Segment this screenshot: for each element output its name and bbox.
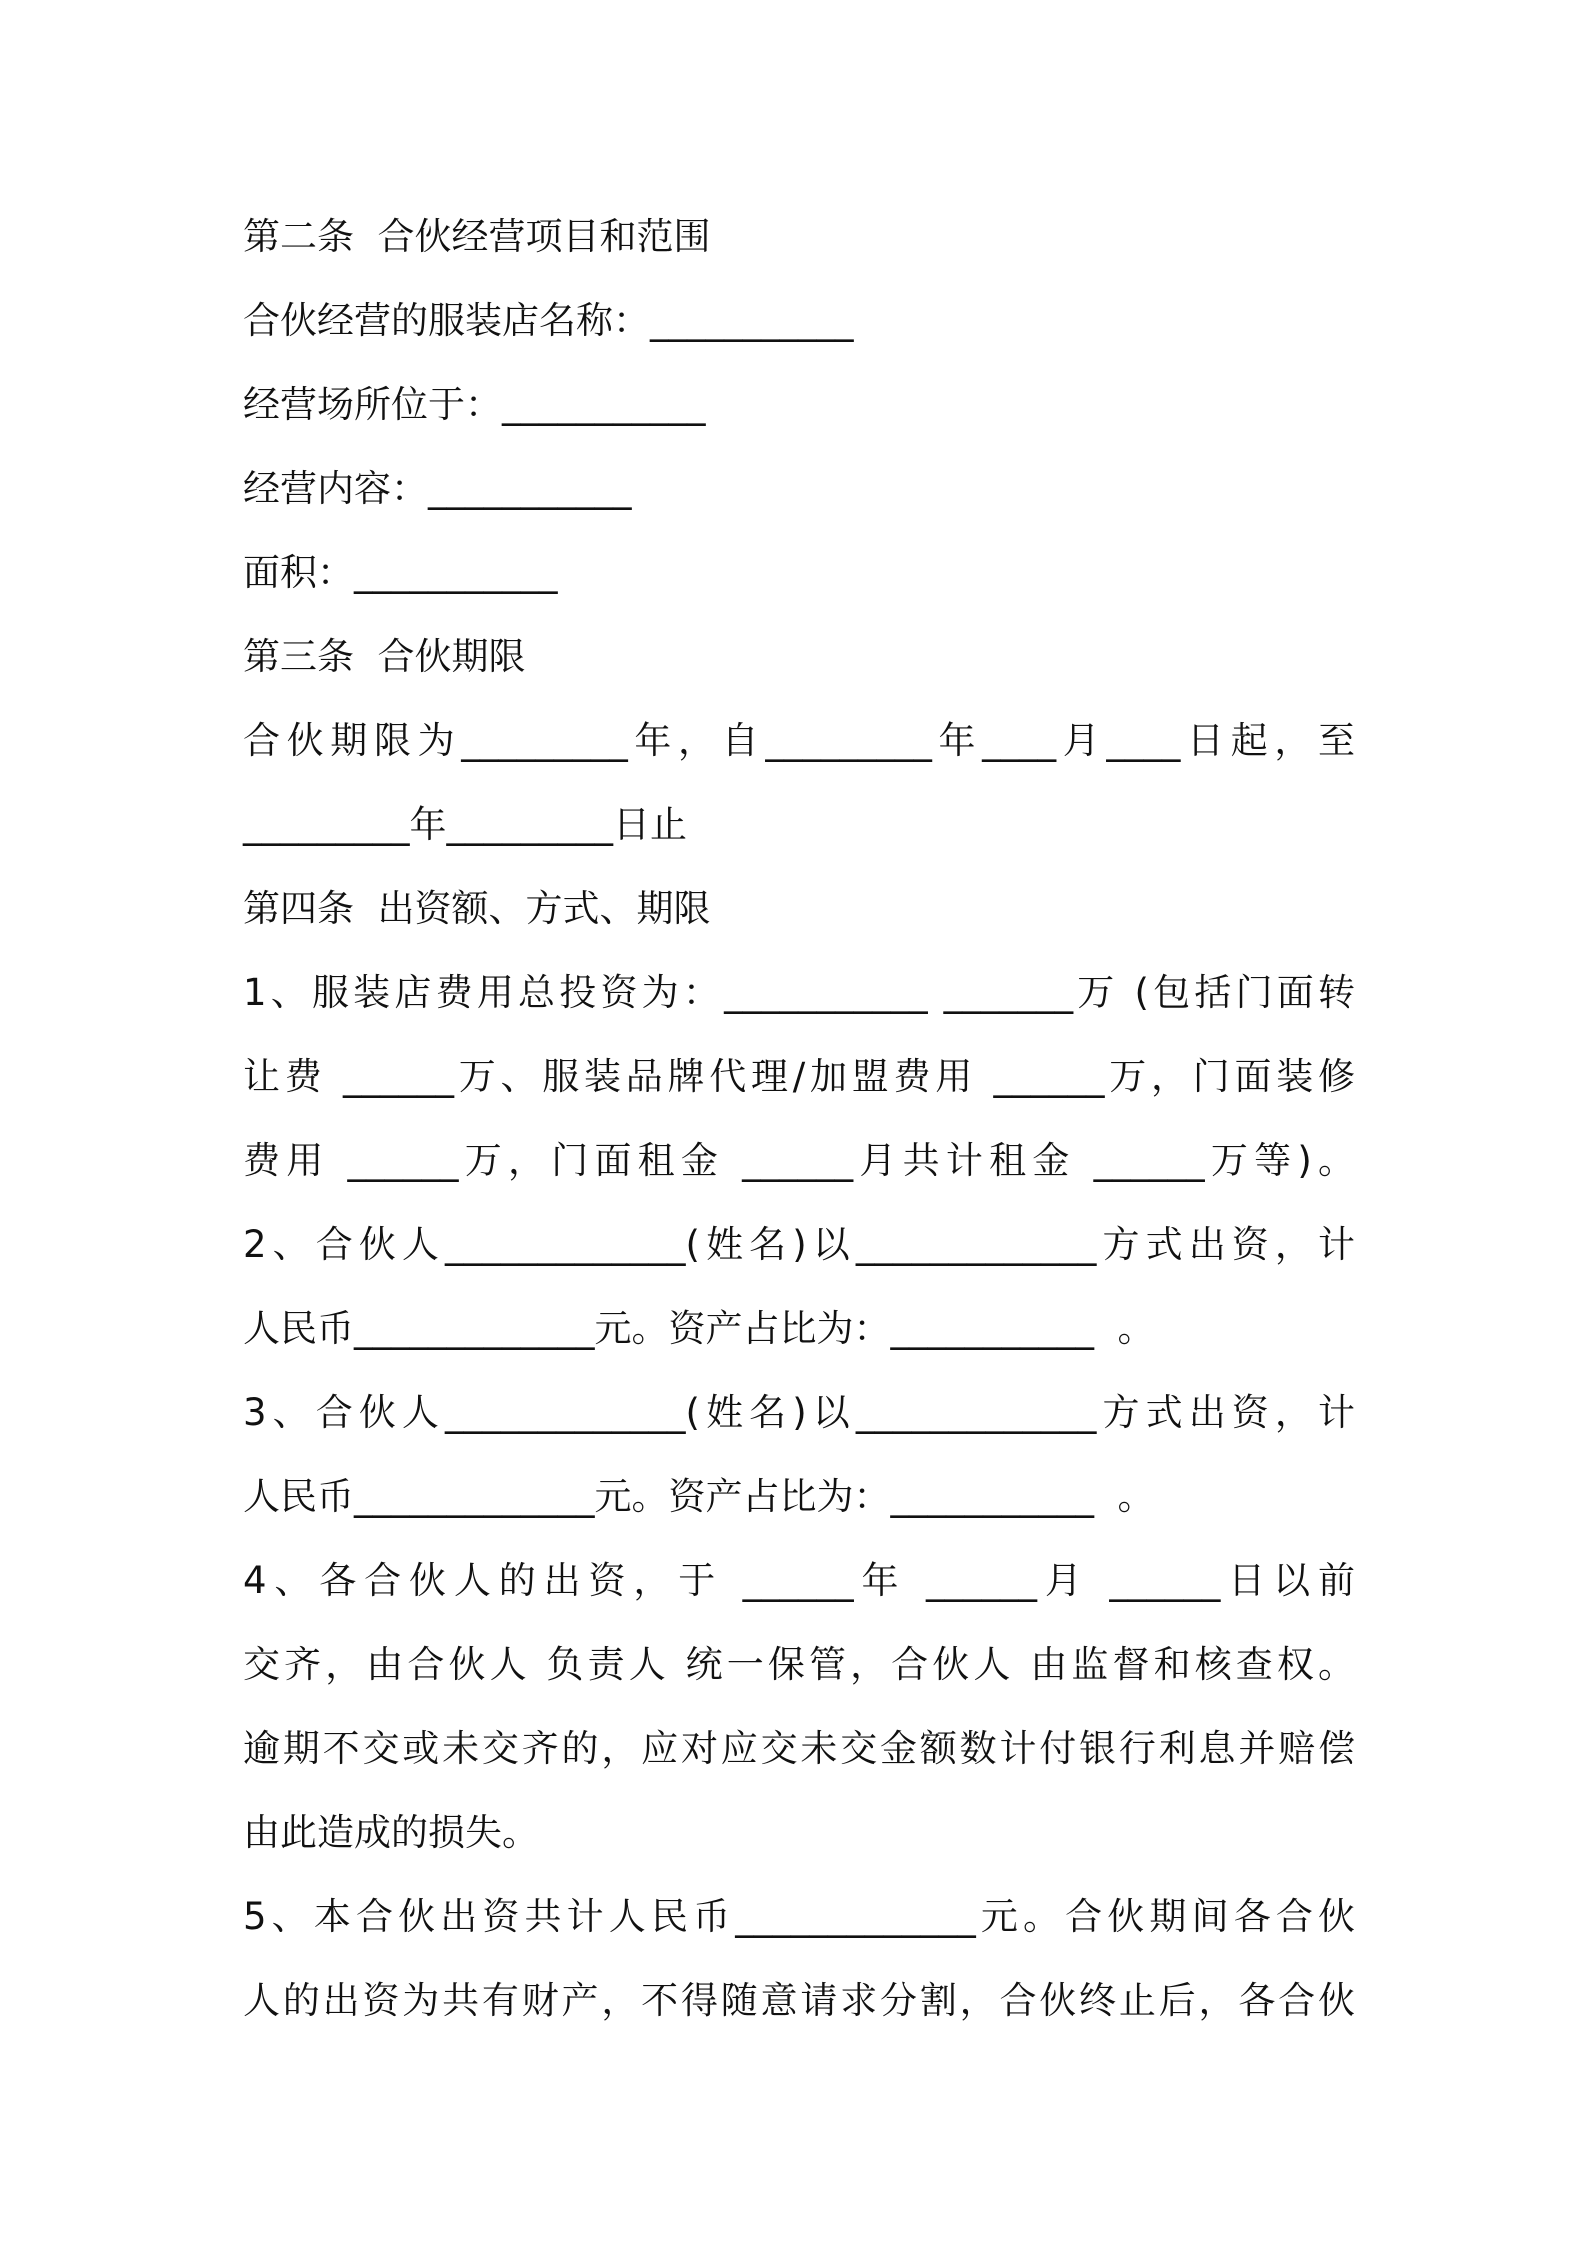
contribution-deadline-line-4: 由此造成的损失。 — [243, 1811, 539, 1854]
contribution-deadline-line-1: 4、各合伙人的出资，于 ______年 ______月 ______日以前 — [243, 1559, 1355, 1602]
partnership-term-line-2: _________年_________日止 — [243, 803, 687, 846]
document-body — [243, 195, 1355, 2043]
partnership-term-line-1: 合伙期限为_________年，自_________年____月____日起，至 — [243, 719, 1355, 762]
store-name-field: 合伙经营的服装店名称：___________ — [243, 299, 854, 342]
total-contribution-line-2: 人的出资为共有财产，不得随意请求分割，合伙终止后，各合伙 — [243, 1979, 1355, 2022]
business-content-field: 经营内容：___________ — [243, 467, 632, 510]
article-4-heading: 第四条 出资额、方式、期限 — [243, 887, 711, 930]
total-contribution-line-1: 5、本合伙出资共计人民币_____________元。合伙期间各合伙 — [243, 1895, 1355, 1938]
partner-2-contribution-line-2: 人民币_____________元。资产占比为：___________ 。 — [243, 1307, 1155, 1350]
investment-line-2: 让费 ______万、服装品牌代理/加盟费用 ______万，门面装修 — [243, 1055, 1355, 1098]
article-3-heading: 第三条 合伙期限 — [243, 635, 526, 678]
partner-2-contribution-line-1: 2、合伙人_____________(姓名)以_____________方式出资，计 — [243, 1223, 1355, 1266]
business-location-field: 经营场所位于：___________ — [243, 383, 706, 426]
area-field: 面积：___________ — [243, 551, 558, 594]
investment-line-1: 1、服装店费用总投资为：___________ _______万 (包括门面转 — [243, 971, 1355, 1014]
contribution-deadline-line-3: 逾期不交或未交齐的，应对应交未交金额数计付银行利息并赔偿 — [243, 1727, 1355, 1770]
contribution-deadline-line-2: 交齐，由合伙人 负责人 统一保管，合伙人 由监督和核查权。 — [243, 1643, 1355, 1686]
partner-3-contribution-line-1: 3、合伙人_____________(姓名)以_____________方式出资，计 — [243, 1391, 1355, 1434]
article-2-heading: 第二条 合伙经营项目和范围 — [243, 215, 711, 258]
investment-line-3: 费用 ______万，门面租金 ______月共计租金 ______万等)。 — [243, 1139, 1355, 1182]
partner-3-contribution-line-2: 人民币_____________元。资产占比为：___________ 。 — [243, 1475, 1155, 1518]
